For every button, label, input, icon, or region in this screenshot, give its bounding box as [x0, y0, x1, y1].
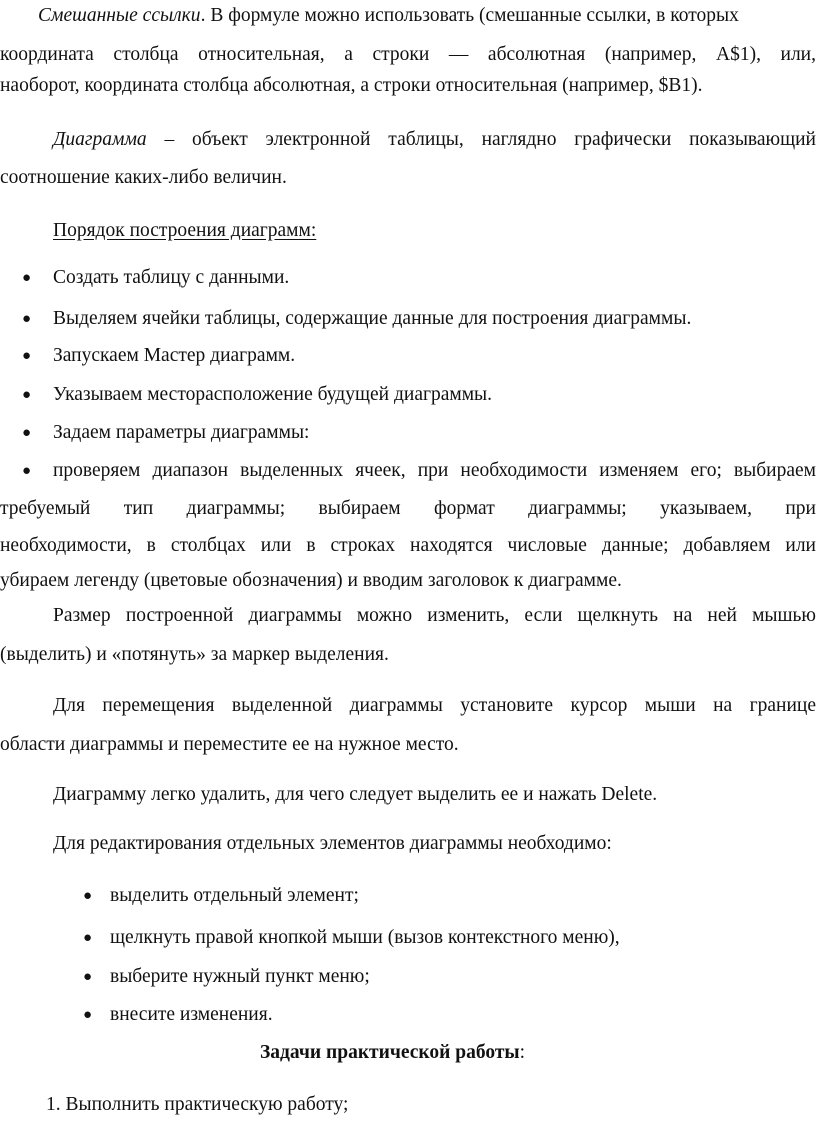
paragraph-mixed-refs-line1: Смешанные ссылки. В формуле можно использовать (смешанные ссылки, в которых	[38, 5, 739, 26]
tasks-heading: Задачи практической работы:	[260, 1042, 526, 1063]
paragraph-resize-line1: Размер построенной диаграммы можно изменить, если щелкнуть на ней мышью	[53, 605, 816, 626]
list-item: Создать таблицу с данными.	[53, 267, 290, 288]
bullet-icon: ●	[83, 1007, 93, 1023]
list-item: Указываем месторасположение будущей диаграммы.	[53, 384, 493, 405]
bullet-icon: ●	[22, 270, 32, 286]
bullet-icon: ●	[22, 463, 32, 479]
list-item: Задаем параметры диаграммы:	[53, 422, 310, 443]
bullet-icon: ●	[22, 348, 32, 364]
bullet-icon: ●	[22, 425, 32, 441]
list-item-step6-line4: убираем легенду (цветовые обозначения) и вводим заголовок к диаграмме.	[0, 570, 622, 591]
bullet-icon: ●	[22, 387, 32, 403]
paragraph-move-line1: Для перемещения выделенной диаграммы установите курсор мыши на границе	[53, 695, 816, 716]
list-item: Запускаем Мастер диаграмм.	[53, 345, 296, 366]
list-item-step6-line1: проверяем диапазон выделенных ячеек, при необходимости изменяем его; выбираем	[53, 460, 816, 481]
task-item-1: 1. Выполнить практическую работу;	[46, 1094, 349, 1115]
paragraph-mixed-refs-line2: координата столбца относительная, а строки — абсолютная (например, A$1), или,	[0, 44, 816, 65]
term-diagram: Диаграмма	[53, 129, 147, 150]
paragraph-delete: Диаграмму легко удалить, для чего следует выделить ее и нажать Delete.	[53, 784, 658, 805]
paragraph-move-line2: области диаграммы и переместите ее на нужное место.	[0, 734, 459, 755]
list-item: выберите нужный пункт меню;	[110, 966, 370, 987]
list-item: выделить отдельный элемент;	[110, 885, 359, 906]
term-mixed-refs: Смешанные ссылки	[38, 5, 201, 26]
paragraph-edit: Для редактирования отдельных элементов диаграммы необходимо:	[53, 833, 612, 854]
list-item: щелкнуть правой кнопкой мыши (вызов контекстного меню),	[110, 927, 620, 948]
paragraph-resize-line2: (выделить) и «потянуть» за маркер выделения.	[0, 644, 389, 665]
list-item-step6-line2: требуемый тип диаграммы; выбираем формат диаграммы; указываем, при	[0, 498, 816, 519]
bullet-icon: ●	[83, 888, 93, 904]
list-item: внесите изменения.	[110, 1004, 273, 1025]
paragraph-mixed-refs-line3: наоборот, координата столбца абсолютная, а строки относительная (например, $B1).	[0, 75, 703, 96]
list-item: Выделяем ячейки таблицы, содержащие данные для построения диаграммы.	[53, 308, 692, 329]
procedure-heading: Порядок построения диаграмм:	[53, 220, 317, 241]
paragraph-diagram-line1: Диаграмма – объект электронной таблицы, наглядно графически показывающий	[53, 129, 816, 150]
list-item-step6-line3: необходимости, в столбцах или в строках находятся числовые данные; добавляем или	[0, 535, 816, 556]
bullet-icon: ●	[83, 930, 93, 946]
bullet-icon: ●	[83, 969, 93, 985]
paragraph-diagram-line2: соотношение каких-либо величин.	[0, 167, 287, 188]
bullet-icon: ●	[22, 311, 32, 327]
